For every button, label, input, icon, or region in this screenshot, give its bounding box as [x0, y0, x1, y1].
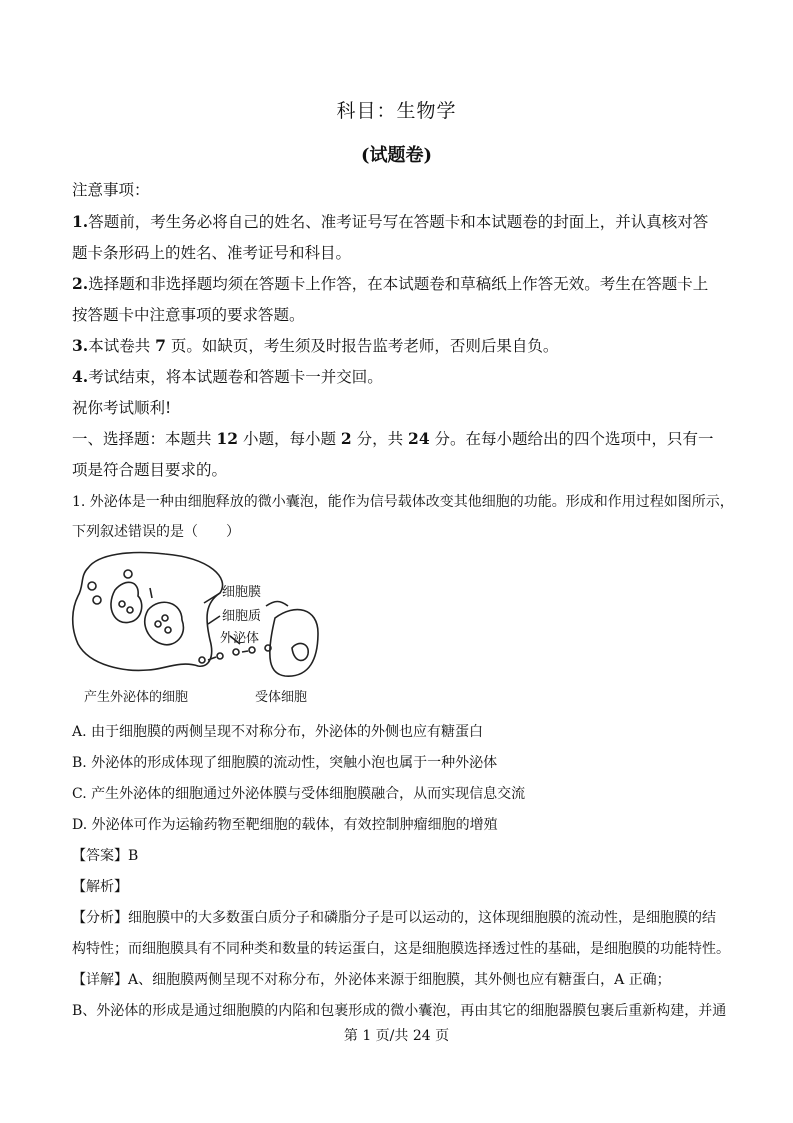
- page-footer: 第 1 页/共 24 页: [343, 1028, 450, 1044]
- wish-text: 祝你考试顺利!: [72, 399, 172, 417]
- notice-2-text: 选择题和非选择题均须在答题卡上作答，在本试题卷和草稿纸上作答无效。考生在答题卡上: [88, 275, 709, 293]
- question-1-stem-line-2: 下列叙述错误的是（ ）: [72, 524, 240, 540]
- inner-vesicle-3: [155, 621, 161, 627]
- answer-line: [72, 845, 138, 865]
- cytoplasm-leader: [208, 616, 220, 624]
- fenxi-line-1: 【分析】细胞膜中的大多数蛋白质分子和磷脂分子是可以运动的，这体现细胞膜的流动性，是细胞膜的结: [72, 910, 716, 926]
- exosome-1: [199, 657, 205, 663]
- notice-3: 3.本试卷共 7 页。如缺页，考生须及时报告监考老师，否则后果自负。: [72, 336, 559, 355]
- page-subtitle: (试题卷): [360, 145, 433, 166]
- option-c: C. 产生外泌体的细胞通过外泌体膜与受体细胞膜融合，从而实现信息交流: [72, 786, 526, 802]
- receptor-cell-outline: [270, 610, 318, 677]
- notice-1-line-2: 题卡条形码上的姓名、准考证号和科目。: [72, 244, 352, 262]
- exosome-3: [233, 649, 239, 655]
- notice-2-number: 2.: [72, 274, 89, 293]
- notice-2-line-1: [72, 272, 708, 294]
- question-1-stem: 1. 外泌体是一种由细胞释放的微小囊泡，能作为信号载体改变其他细胞的功能。形成和作用过程如图所示，: [72, 494, 734, 510]
- label-exosome: 外泌体: [220, 631, 260, 646]
- notice-4: 4.考试结束，将本试题卷和答题卡一并交回。: [72, 367, 383, 386]
- exosome-2: [217, 653, 223, 659]
- inner-vesicle-1: [119, 601, 125, 607]
- notice-4-number: 4.: [72, 367, 89, 386]
- option-a: A. 由于细胞膜的两侧呈现不对称分布，外泌体的外侧也应有糖蛋白: [72, 724, 484, 740]
- notice-2-line-2: 按答题卡中注意事项的要求答题。: [72, 306, 305, 324]
- vesicle-top-2: [93, 596, 101, 604]
- fenxi-line-2: 构特性；而细胞膜具有不同种类和数量的转运蛋白，这是细胞膜选择透过性的基础，是细胞膜的功能特性。: [72, 941, 730, 957]
- label-membrane: 细胞膜: [222, 585, 262, 600]
- arrow-3: [150, 588, 152, 598]
- vesicle-top-1: [88, 582, 96, 590]
- endosome-2: [145, 602, 184, 645]
- xiangjie-tag: 【详解】: [72, 972, 128, 988]
- notice-heading: 注意事项：: [72, 181, 150, 199]
- notice-1-line-1: [72, 210, 708, 232]
- answer-tag: 【答案】: [72, 848, 128, 864]
- xiangjie-line-2: B、外泌体的形成是通过细胞膜的内陷和包裹形成的微小囊泡，再由其它的细胞器膜包裹后重新构建，并通: [72, 1003, 727, 1019]
- fenxi-tag: 【分析】: [72, 910, 128, 926]
- arrow-2: [242, 651, 248, 652]
- exosome-4: [249, 647, 255, 653]
- inner-vesicle-4: [165, 627, 171, 633]
- inner-vesicle-5: [162, 615, 168, 621]
- endosome-1: [111, 582, 142, 622]
- xiangjie-line-1: 【详解】A、细胞膜两侧呈现不对称分布，外泌体来源于细胞膜，其外侧也应有糖蛋白，A 正确；: [72, 972, 671, 988]
- label-receptor-cell: 受体细胞: [255, 690, 308, 705]
- section-heading-line-2: 项是符合题目要求的。: [72, 461, 228, 479]
- arrow-1: [208, 657, 216, 660]
- vesicle-top-3: [124, 570, 132, 578]
- label-cytoplasm: 细胞质: [222, 609, 262, 624]
- notice-1-number: 1.: [72, 212, 89, 231]
- answer-value: B: [128, 848, 139, 864]
- exosome-diagram: [70, 548, 320, 710]
- option-d: D. 外泌体可作为运输药物至靶细胞的载体，有效控制肿瘤细胞的增殖: [72, 817, 498, 833]
- page-count: 7: [155, 336, 166, 355]
- notice-1-text: 答题前，考生务必将自己的姓名、准考证号写在答题卡和本试题卷的封面上，并认真核对答: [88, 213, 709, 231]
- membrane-leader-2: [266, 602, 288, 607]
- section-heading: 一、选择题：本题共 12 小题，每小题 2 分，共 24 分。在每小题给出的四个选项中，只有一: [72, 429, 714, 448]
- page-title: 科目：生物学: [336, 100, 457, 122]
- inner-vesicle-2: [127, 607, 133, 613]
- analysis-tag: 【解析】: [72, 879, 128, 895]
- label-producing-cell: 产生外泌体的细胞: [84, 690, 189, 705]
- option-b: B. 外泌体的形成体现了细胞膜的流动性，突触小泡也属于一种外泌体: [72, 755, 498, 771]
- notice-3-number: 3.: [72, 336, 89, 355]
- receptor-endosome: [292, 643, 308, 660]
